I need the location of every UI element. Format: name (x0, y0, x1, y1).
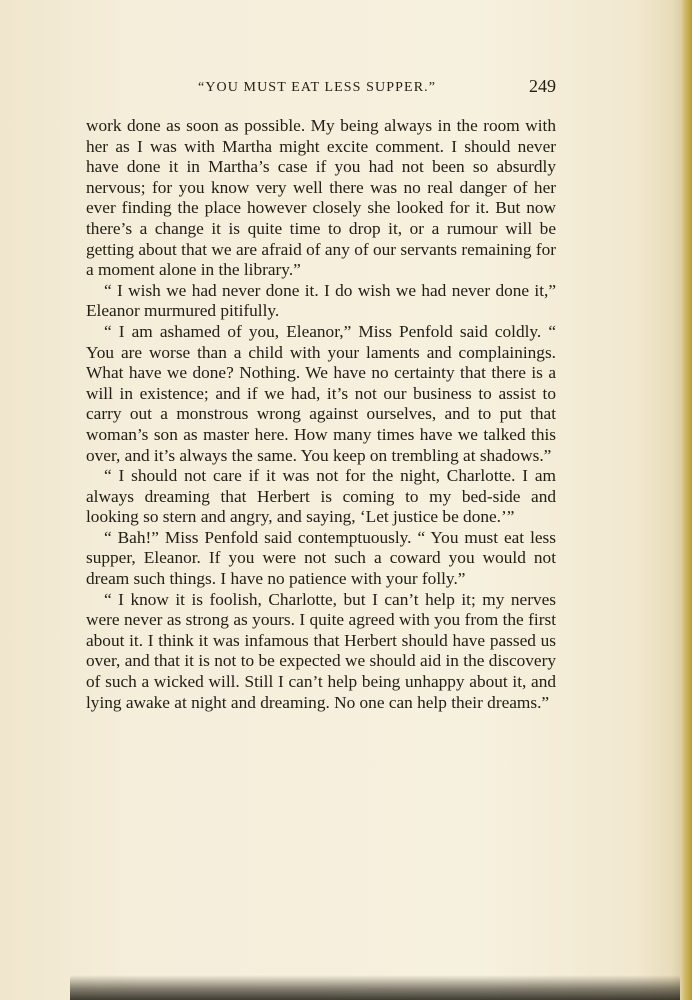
paragraph: “ Bah!” Miss Penfold said contemptuously. “ You must eat less supper, Eleanor. If you were not such a coward you would not dream such things. I have no patience with your folly.” (86, 527, 556, 589)
paragraph: “ I am ashamed of you, Eleanor,” Miss Penfold said coldly. “ You are worse than a child with your laments and complainings. What have we done? Nothing. We have no certainty that there is a will in existence; and if we had, it’s not our business to assist to carry out a monstrous wrong against ourselves, and to put that woman’s son as master here. How many times have we talked this over, and it’s always the same. You keep on trembling at shadows.” (86, 321, 556, 465)
page-number: 249 (529, 76, 556, 96)
paragraph: “ I should not care if it was not for the night, Charlotte. I am always dreaming that Herbert is coming to my bed-side and looking so stern and angry, and saying, ‘Let justice be done.’” (86, 466, 556, 527)
paragraph: work done as soon as possible. My being always in the room with her as I was with Martha might excite comment. I should never have done it in Martha’s case if you had not been so absurdly nervous; for you know very well there was no real danger of her ever finding the place however closely she looked for it. But now there’s a change it is quite time to drop it, or a rumour will be getting about that we are afraid of any of our servants remaining for a moment alone in the library.” (86, 116, 556, 280)
page-edge (682, 0, 692, 1000)
body-text (86, 116, 556, 713)
running-title: “YOU MUST EAT LESS SUPPER.” (198, 80, 437, 95)
paragraph: “ I wish we had never done it. I do wish we had never done it,” Eleanor murmured pitifully. (86, 280, 556, 321)
page-header (86, 76, 556, 100)
scan-shadow (70, 975, 680, 1000)
paragraph: “ I know it is foolish, Charlotte, but I can’t help it; my nerves were never as strong as yours. I quite agreed with you from the first about it. I think it was infamous that Herbert should have passed us over, and that it is not to be expected we should aid in the discovery of such a wicked will. Still I can’t help being unhappy about it, and lying awake at night and dreaming. No one can help their dreams.” (86, 589, 556, 712)
